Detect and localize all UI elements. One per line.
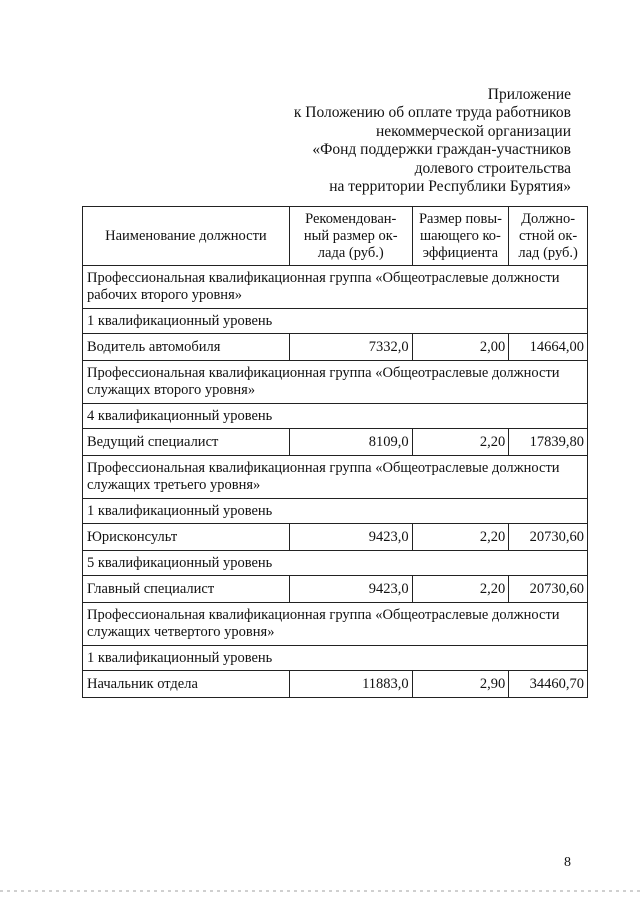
appendix-header [294, 86, 571, 196]
page-number: 8 [564, 855, 571, 870]
header-text: Должно- [521, 210, 576, 227]
position-name-cell: Начальник отдела [83, 671, 290, 698]
header-text: Рекомендован- [305, 210, 397, 227]
qualification-level-row [83, 646, 588, 671]
coefficient-cell: 2,90 [412, 671, 509, 698]
header-line: на территории Республики Бурятия» [329, 178, 571, 196]
qualification-group-row [83, 266, 588, 309]
header-line: долевого строительства [414, 159, 571, 177]
position-row [83, 576, 588, 603]
qualification-group-cell [83, 456, 588, 499]
header-line: некоммерческой организации [375, 122, 571, 140]
position-row [83, 671, 588, 698]
qualification-level-cell: 1 квалификационный уровень [83, 309, 588, 334]
header-text: эффициента [422, 244, 499, 261]
group-text-line: служащих третьего уровня» [87, 477, 261, 493]
qualification-group-row [83, 603, 588, 646]
header-text: стной ок- [518, 227, 578, 244]
qualification-level-row [83, 309, 588, 334]
coefficient-cell: 2,20 [412, 576, 509, 603]
column-header-official-salary [509, 207, 588, 266]
recommended-salary-cell: 7332,0 [289, 334, 412, 361]
qualification-group-cell [83, 361, 588, 404]
header-text: лада (руб.) [317, 244, 384, 261]
recommended-salary-cell: 8109,0 [289, 429, 412, 456]
official-salary-cell: 20730,60 [509, 524, 588, 551]
position-name-cell: Главный специалист [83, 576, 290, 603]
group-text-line: Профессиональная квалификационная группа «Общеотраслевые должности [87, 270, 560, 286]
header-text: шающего ко- [420, 227, 501, 244]
group-text-line: служащих четвертого уровня» [87, 624, 275, 640]
position-name-cell: Юрисконсульт [83, 524, 290, 551]
column-header-position-name [83, 207, 290, 266]
salary-table [82, 206, 588, 698]
recommended-salary-cell: 11883,0 [289, 671, 412, 698]
position-name-cell: Ведущий специалист [83, 429, 290, 456]
qualification-group-row [83, 361, 588, 404]
position-row [83, 429, 588, 456]
position-row [83, 524, 588, 551]
group-text-line: Профессиональная квалификационная группа «Общеотраслевые должности [87, 460, 560, 476]
coefficient-cell: 2,20 [412, 429, 509, 456]
qualification-level-cell: 4 квалификационный уровень [83, 404, 588, 429]
group-text-line: рабочих второго уровня» [87, 287, 242, 303]
official-salary-cell: 20730,60 [509, 576, 588, 603]
recommended-salary-cell: 9423,0 [289, 524, 412, 551]
group-text-line: Профессиональная квалификационная группа «Общеотраслевые должности [87, 607, 560, 623]
qualification-level-row [83, 404, 588, 429]
group-text-line: Профессиональная квалификационная группа «Общеотраслевые должности [87, 365, 560, 381]
header-line: к Положению об оплате труда работников [293, 104, 571, 122]
qualification-group-cell [83, 266, 588, 309]
header-text: лад (руб.) [518, 244, 578, 261]
official-salary-cell: 14664,00 [509, 334, 588, 361]
position-name-cell: Водитель автомобиля [83, 334, 290, 361]
recommended-salary-cell: 9423,0 [289, 576, 412, 603]
header-text: Размер повы- [418, 210, 502, 227]
qualification-group-cell [83, 603, 588, 646]
header-text: ный размер ок- [303, 227, 398, 244]
coefficient-cell: 2,20 [412, 524, 509, 551]
qualification-level-row [83, 551, 588, 576]
qualification-level-cell: 5 квалификационный уровень [83, 551, 588, 576]
header-line: «Фонд поддержки граждан-участников [312, 141, 571, 159]
qualification-level-cell: 1 квалификационный уровень [83, 499, 588, 524]
header-text: Наименование должности [105, 227, 267, 244]
qualification-group-row [83, 456, 588, 499]
qualification-level-row [83, 499, 588, 524]
coefficient-cell: 2,00 [412, 334, 509, 361]
column-header-recommended-salary [289, 207, 412, 266]
official-salary-cell: 34460,70 [509, 671, 588, 698]
qualification-level-cell: 1 квалификационный уровень [83, 646, 588, 671]
position-row [83, 334, 588, 361]
group-text-line: служащих второго уровня» [87, 382, 256, 398]
column-header-coefficient [412, 207, 509, 266]
official-salary-cell: 17839,80 [509, 429, 588, 456]
table-header-row [83, 207, 588, 266]
header-line: Приложение [487, 86, 571, 103]
scan-artifact-divider [0, 890, 640, 892]
